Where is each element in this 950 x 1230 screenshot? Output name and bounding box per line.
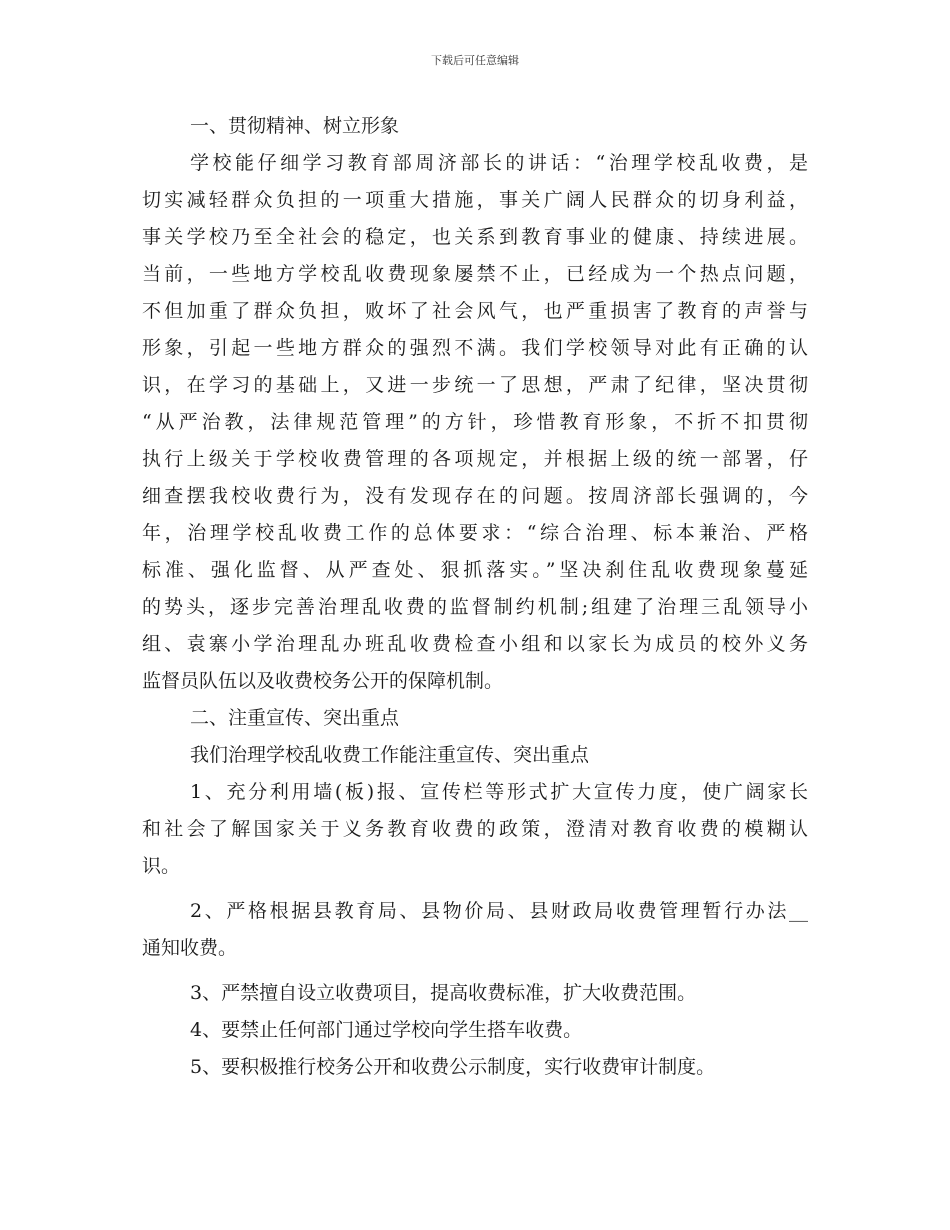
- text-line: 当前，一些地方学校乱收费现象屡禁不止，已经成为一个热点问题，: [142, 263, 808, 285]
- text-line: 1、充分利用墙(板)报、宣传栏等形式扩大宣传力度，使广阔家长: [190, 781, 808, 803]
- text-line: “从严治教，法律规范管理”的方针，珍惜教育形象，不折不扣贯彻: [142, 411, 808, 433]
- text-line: 我们治理学校乱收费工作能注重宣传、突出重点: [190, 744, 590, 766]
- text-line: 不但加重了群众负担，败坏了社会风气，也严重损害了教育的声誉与: [142, 300, 808, 322]
- text-line: 2、严格根据县教育局、县物价局、县财政局收费管理暂行办法__: [190, 900, 808, 922]
- text-line: 的势头，逐步完善治理乱收费的监督制约机制;组建了治理三乱领导小: [142, 596, 808, 618]
- text-line: 识，在学习的基础上，又进一步统一了思想，严肃了纪律，坚决贯彻: [142, 374, 808, 396]
- text-line: 学校能仔细学习教育部周济部长的讲话：“治理学校乱收费，是: [190, 152, 808, 174]
- text-line: 监督员队伍以及收费校务公开的保障机制。: [142, 670, 504, 692]
- text-line: 识。: [142, 855, 181, 877]
- page-header: 下载后可任意编辑: [431, 54, 519, 67]
- text-line: 年，治理学校乱收费工作的总体要求：“综合治理、标本兼治、严格: [142, 522, 808, 544]
- text-line: 细查摆我校收费行为，没有发现存在的问题。按周济部长强调的，今: [142, 485, 808, 507]
- text-line: 二、注重宣传、突出重点: [190, 707, 400, 729]
- text-line: 一、贯彻精神、树立形象: [190, 115, 400, 137]
- text-line: 切实减轻群众负担的一项重大措施，事关广阔人民群众的切身利益，: [142, 189, 808, 211]
- document-body: [142, 112, 808, 1082]
- text-line: 组、袁寨小学治理乱办班乱收费检查小组和以家长为成员的校外义务: [142, 633, 808, 655]
- text-line: 5、要积极推行校务公开和收费公示制度，实行收费审计制度。: [190, 1056, 716, 1078]
- text-line: 通知收费。: [142, 937, 238, 959]
- text-line: 事关学校乃至全社会的稳定，也关系到教育事业的健康、持续进展。: [142, 226, 808, 248]
- text-line: 4、要禁止任何部门通过学校向学生搭车收费。: [190, 1019, 583, 1041]
- text-line: 形象，引起一些地方群众的强烈不满。我们学校领导对此有正确的认: [142, 337, 808, 359]
- text-line: 3、严禁擅自设立收费项目，提高收费标准，扩大收费范围。: [190, 982, 697, 1004]
- text-line: 和社会了解国家关于义务教育收费的政策，澄清对教育收费的模糊认: [142, 818, 808, 840]
- text-line: 标准、强化监督、从严查处、狠抓落实。”坚决刹住乱收费现象蔓延: [142, 559, 808, 581]
- text-line: 执行上级关于学校收费管理的各项规定，并根据上级的统一部署，仔: [142, 448, 808, 470]
